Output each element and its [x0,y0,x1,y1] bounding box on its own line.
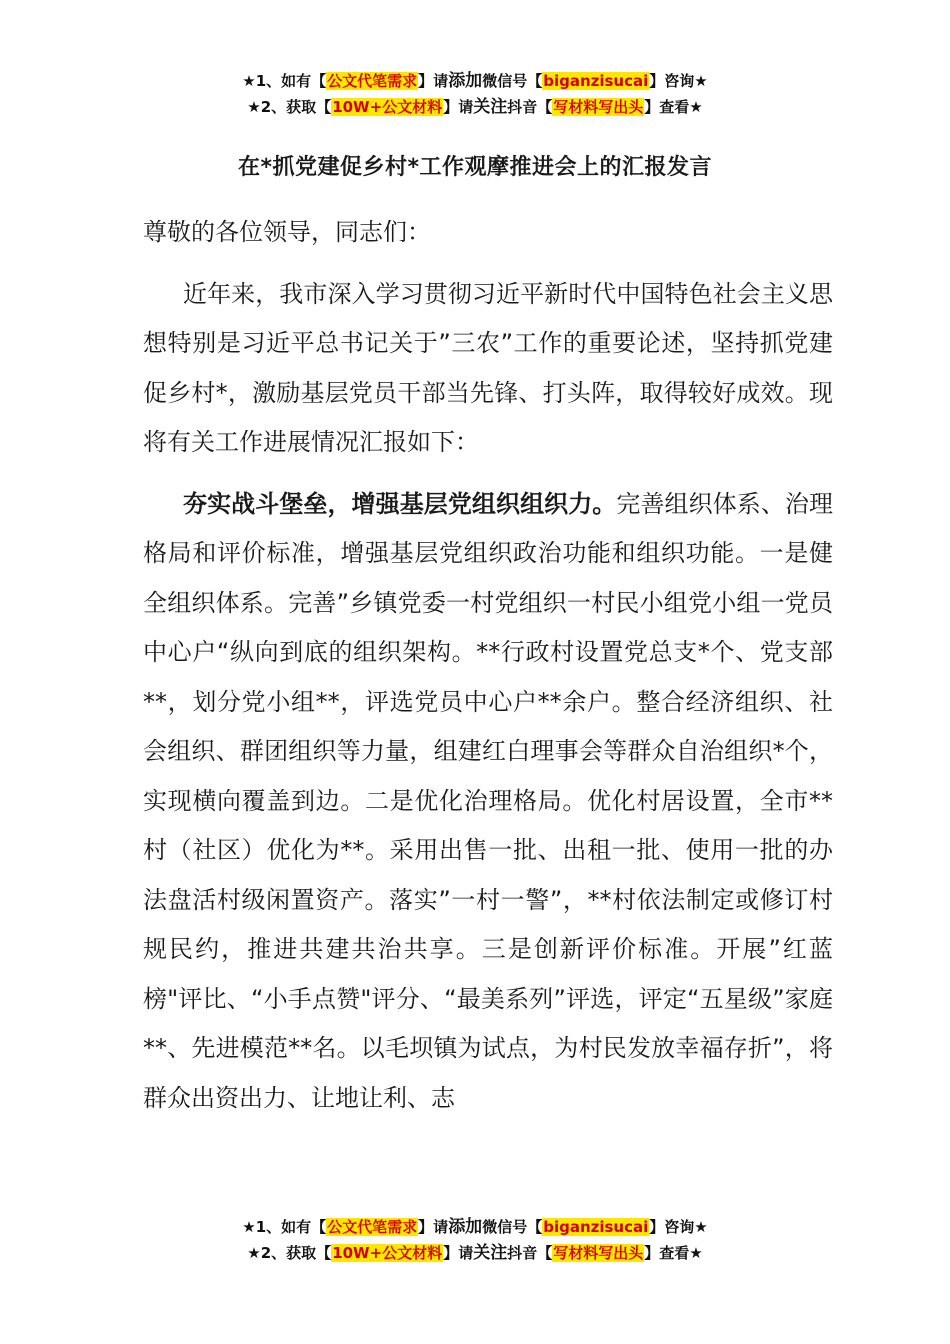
promo-line-2-mid: 】请 [443,1244,474,1262]
promo-line-2-prefix: ★2、获取【 [247,98,332,116]
promo-line-1 [0,68,950,94]
section-1-body: 完善组织体系、治理格局和评价标准，增强基层党组织政治功能和组织功能。一是健全组织体系。完善”乡镇党委一村党组织一村民小组党小组一党员中心户“纵向到底的组织架构。**行政村设置党总支*个、党支部**，划分党小组**，评选党员中心户**余户。整合经济组织、社会组织、群团组织等力量，组建红白理事会等群众自治组织*个，实现横向覆盖到边。二是优化治理格局。优化村居设置，全市**村（社区）优化为**。采用出售一批、出租一批、使用一批的办法盘活村级闲置资产。落实”一村一警”，**村依法制定或修订村规民约，推进共建共治共享。三是创新评价标准。开展”红蓝榜"评比、“小手点赞"评分、“最美系列”评选，评定“五星级”家庭**、先进模范**名。以毛坝镇为试点，为村民发放幸福存折”，将群众出资出力、让地让利、志 [143,489,834,1112]
promo-emphasis-add: 添加 [448,71,483,91]
promo-emphasis-follow: 关注 [473,97,508,117]
document-title: 在*抓党建促乡村*工作观摩推进会上的汇报发言 [237,155,712,180]
promo-line-2-mid2: 抖音【 [507,98,553,116]
promo-line-1-prefix: ★1、如有【 [242,1218,327,1236]
promo-line-1 [0,1214,950,1240]
promo-line-2-mid2: 抖音【 [507,1244,553,1262]
promo-highlight-wechat-id: biganzisucai [543,1218,649,1236]
promo-highlight-service: 公文代笔需求 [327,72,418,90]
promo-emphasis-add: 添加 [448,1217,483,1237]
promo-line-1-mid: 】请 [418,72,449,90]
document-body [143,208,833,1123]
promo-emphasis-follow: 关注 [473,1243,508,1263]
promo-line-2 [0,94,950,120]
promo-highlight-materials: 10W+公文材料 [332,1244,443,1262]
promo-line-2 [0,1240,950,1266]
promo-line-1-suffix: 】咨询★ [649,1218,708,1236]
promo-line-1-mid2: 微信号【 [482,1218,543,1236]
section-1-paragraph [143,480,833,1124]
top-promo-banner [0,68,950,120]
promo-line-2-prefix: ★2、获取【 [247,1244,332,1262]
promo-line-1-mid2: 微信号【 [482,72,543,90]
promo-highlight-douyin-id: 写材料写出头 [553,1244,644,1262]
bottom-promo-banner [0,1214,950,1266]
promo-line-2-mid: 】请 [443,98,474,116]
promo-highlight-wechat-id: biganzisucai [543,72,649,90]
promo-highlight-materials: 10W+公文材料 [332,98,443,116]
promo-line-1-prefix: ★1、如有【 [242,72,327,90]
promo-line-1-suffix: 】咨询★ [649,72,708,90]
promo-line-2-suffix: 】查看★ [644,1244,703,1262]
promo-line-1-mid: 】请 [418,1218,449,1236]
promo-highlight-service: 公文代笔需求 [327,1218,418,1236]
greeting-paragraph: 尊敬的各位领导，同志们： [143,218,431,246]
promo-highlight-douyin-id: 写材料写出头 [553,98,644,116]
section-1-heading: 夯实战斗堡垒，增强基层党组织组织力。 [183,489,617,518]
intro-paragraph: 近年来，我市深入学习贯彻习近平新时代中国特色社会主义思想特别是习近平总书记关于”三农”工作的重要论述，坚持抓党建促乡村*，激励基层党员干部当先锋、打头阵，取得较好成效。现将有关工作进展情况汇报如下： [143,279,833,456]
promo-line-2-suffix: 】查看★ [644,98,703,116]
